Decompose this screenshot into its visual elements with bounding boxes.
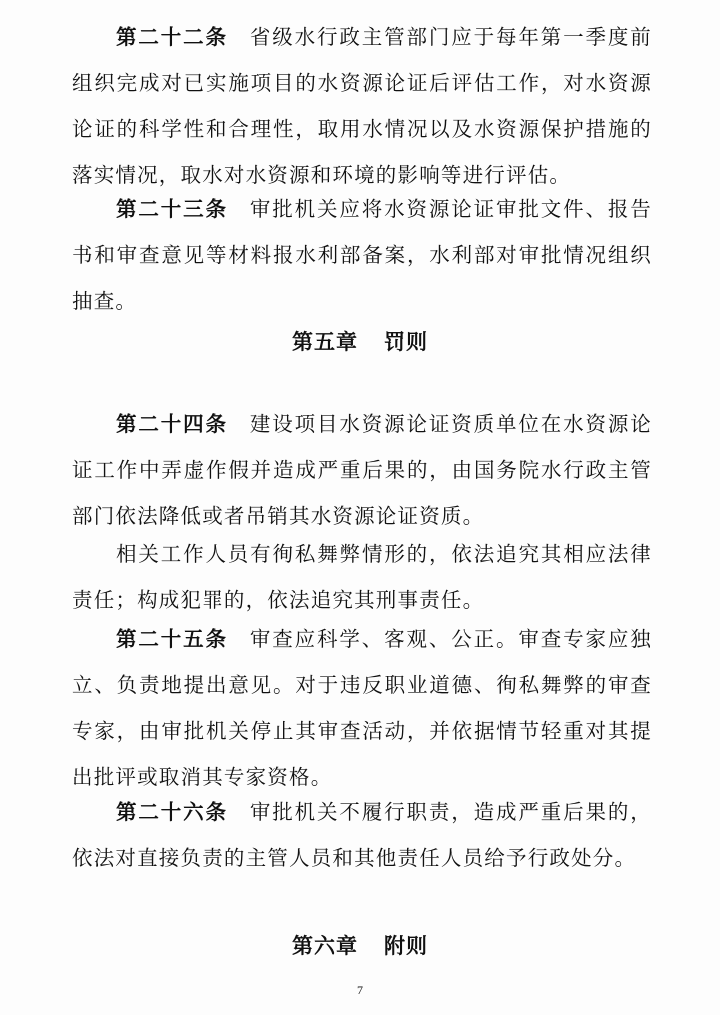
article-24-paragraph-2 [72,531,652,623]
chapter-title: 罚则 [384,330,428,354]
chapter-5-heading [0,326,720,356]
chapter-title: 附则 [384,934,428,958]
chapter-number: 第六章 [292,934,358,958]
article-22-paragraph [72,14,652,198]
article-text: 省级水行政主管部门应于每年第一季度前组织完成对已实施项目的水资源论证后评估工作，对水资源论证的科学性和合理性，取用水情况以及水资源保护措施的落实情况，取水对水资源和环境的影响等进行评估。 [72,25,652,187]
article-number: 第二十二条 [116,25,228,49]
article-25-paragraph [72,616,652,800]
chapter-number: 第五章 [292,330,358,354]
article-text: 建设项目水资源论证资质单位在水资源论证工作中弄虚作假并造成严重后果的，由国务院水行政主管部门依法降低或者吊销其水资源论证资质。 [72,412,652,528]
article-24-paragraph [72,401,652,539]
article-number: 第二十五条 [116,627,228,651]
article-text: 相关工作人员有徇私舞弊情形的，依法追究其相应法律责任；构成犯罪的，依法追究其刑事责任。 [72,542,652,612]
page-number: 7 [357,983,363,997]
article-number: 第二十六条 [116,800,228,824]
article-text: 审查应科学、客观、公正。审查专家应独立、负责地提出意见。对于违反职业道德、徇私舞弊的审查专家，由审批机关停止其审查活动，并依据情节轻重对其提出批评或取消其专家资格。 [72,627,652,789]
article-text: 审批机关应将水资源论证审批文件、报告书和审查意见等材料报水利部备案，水利部对审批情况组织抽查。 [72,197,652,313]
chapter-6-heading [0,930,720,960]
article-number: 第二十三条 [116,197,228,221]
article-26-paragraph [72,789,652,881]
article-text: 审批机关不履行职责，造成严重后果的，依法对直接负责的主管人员和其他责任人员给予行政处分。 [72,800,652,870]
article-23-paragraph [72,186,652,324]
article-number: 第二十四条 [116,412,228,436]
